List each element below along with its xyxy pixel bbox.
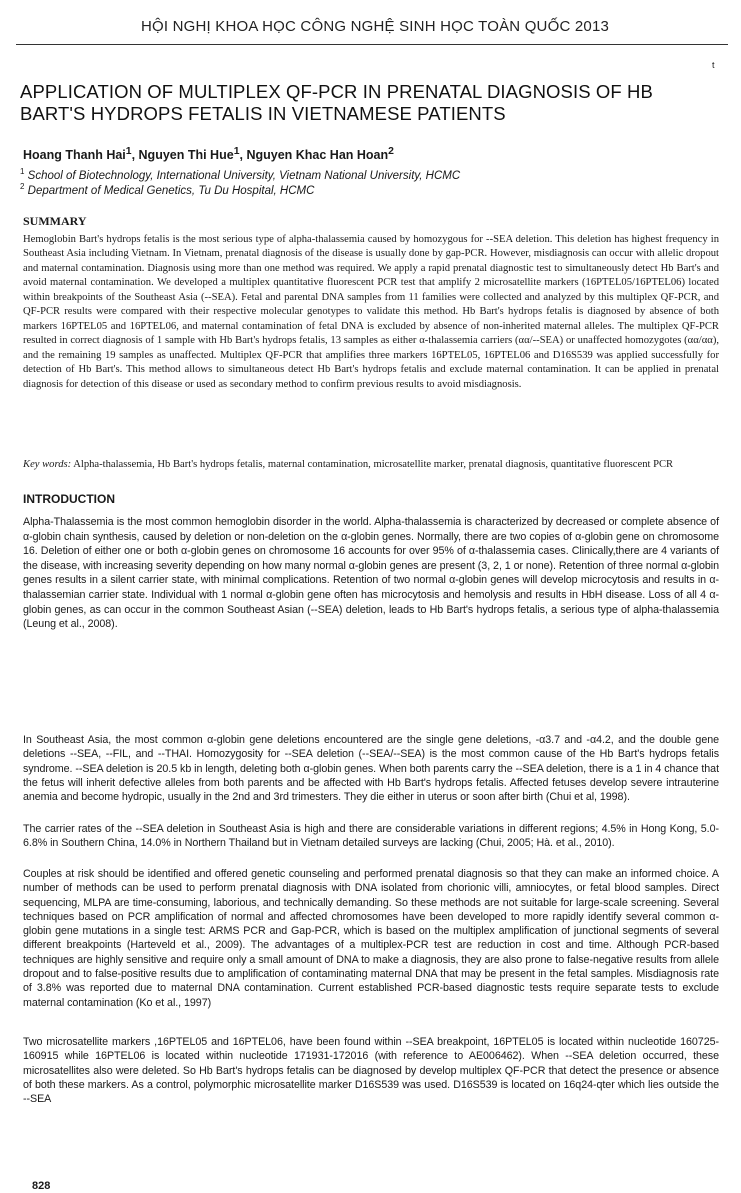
- running-header: HỘI NGHỊ KHOA HỌC CÔNG NGHỆ SINH HỌC TOÀN QUỐC 2013: [140, 18, 610, 35]
- affiliation-text: School of Biotechnology, International University, Vietnam National University, HCMC: [27, 169, 461, 182]
- affiliation-number: 1: [20, 167, 25, 176]
- author-name: Hoang Thanh Hai: [23, 148, 126, 163]
- intro-paragraph-5: Two microsatellite markers ,16PTEL05 and 16PTEL06, have been found within --SEA breakpoint, 16PTEL05 is located within nucleotide 160725-160915 while 16PTEL06 is located within nucleotide 171931-172016 (with reference to AE006462). When --SEA deletion occurred, these microsatellites also were deleted. So Hb Bart's hydrops fetalis can be diagnosed by develop multiplex QF-PCR that detect the presence or absence of both these markers. As a control, polymorphic microsatellite marker D16S539 was used. D16S539 is located on 16q24-qter which lies outside the --SEA: [23, 1036, 719, 1106]
- author-separator: ,: [239, 148, 247, 163]
- summary-body: Hemoglobin Bart's hydrops fetalis is the most serious type of alpha-thalassemia caused by homozygous for --SEA deletion. This deletion has highest frequency in Southeast Asia including Vietnam. In Vietnam, prenatal diagnosis of the disease is usually done by gap-PCR. However, misdiagnosis can occur with allelic dropout and maternal contamination. Diagnosis using more than one method was required. We apply a rapid prenatal diagnostic test to simultaneously detect Hb Bart's and avoid maternal contamination. We developed a multiplex quantitative fluorescent PCR test that amplify 2 microsatellite markers (16PTEL05/16PTEL06) located within breakpoints of the Southeast Asia (--SEA). Fetal and parental DNA samples from 11 families were collected and analyzed by this multiplex QF-PCR, and QF-PCR results were compared with their respective molecular genotypes to validate this method. Hb Bart's hydrops fetalis is diagnosed by absence of both markers 16PTEL05 and 16PTEL06, and maternal contamination of fetal DNA is excluded by absence of non-inherited maternal alleles. The multiplex QF-PCR resulted in correct diagnosis of 1 sample with Hb Bart's hydrops fetalis, 13 samples as either α-thalassemia carriers (αα/--SEA) or unaffected homozygotes (αα/αα), and the remaining 19 samples as unaffected. Multiplex QF-PCR that amplifies three markers 16PTEL05, 16PTEL06 and D16S539 was applied successfully for detection of Hb Bart's. This method allows to simultaneous detect Hb Bart's hydrops fetalis and exclude maternal contamination. It can be applied in prenatal diagnosis for detection of this disease or used as secondary method to confirm previous results to avoid misdiagnosis.: [23, 234, 719, 390]
- affiliation-2: [20, 180, 710, 198]
- affiliation-number: 2: [20, 182, 25, 191]
- author-affiliation-mark: 2: [388, 146, 394, 157]
- author-affiliation-mark: 1: [125, 146, 132, 157]
- summary-heading: SUMMARY: [23, 214, 87, 228]
- header-divider: [16, 44, 728, 45]
- introduction-heading: INTRODUCTION: [23, 492, 115, 506]
- corner-mark: t: [712, 60, 715, 70]
- intro-paragraph-4: Couples at risk should be identified and offered genetic counseling and performed prenatal diagnosis so that they can make an informed choice. A number of methods can be used to perform prenatal diagnosis with DNA isolated from chorionic villi, amniocytes, or fetal blood samples. Direct sequencing, MLPA are time-consuming, laborious, and technically demanding. So these methods are not suitable for large-scale screening. Several techniques based on PCR amplification of normal and affected chromosomes have been developed to more rapidly identify several common α-globin gene mutations in a single test: ARMS PCR and Gap-PCR, which is based on the multiplex amplification of junctional segments of several different breakpoints (Harteveld et al., 2009). The advantages of a multiplex-PCR test are reduction in cost and time. Although PCR-based techniques are highly sensitive and require only a small amount of DNA to make a diagnosis, they are also prone to false-negative results from allele dropout and to false-positive results due to amplification of contaminating maternal DNA that may be present in the fetal samples. Misdiagnosis rate of 3.8% was reported due to maternal DNA contamination. Current established PCR-based diagnostic tests require separate tests to exclude maternal contamination (Ko et al., 1997): [23, 868, 719, 1009]
- intro-paragraph-1: Alpha-Thalassemia is the most common hemoglobin disorder in the world. Alpha-thalassemia is characterized by decreased or complete absence of α-globin chain synthesis, caused by deletion or non-deletion on the α-globin genes. Normally, there are two copies of α-globin gene on chromosome 16. Deletion of either one or both α-globin genes on chromosome 16 accounts for over 95% of α-thalassemia cases. Clinically,there are 4 variants of the disease, with increasing severity depending on how many normal α-globin genes are present (3, 2, 1 or none). Retention of three normal α-globin genes results in a silent carrier state, with minimal complications. Retention of two normal α-globin genes will develop microcytosis and results in α-thalassemian carrier state. Individual with 1 normal α-globin gene often has microcytosis and hemolysis and results in HbH disease. Loss of all 4 α-globin genes, as can occur in the common Southeast Asian (--SEA) deletion, leads to Hb Bart's hydrops fetalis, a serious type of alpha-thalassemia (Leung et al., 2008).: [23, 516, 719, 631]
- author-name: Nguyen Khac Han Hoan: [246, 148, 389, 163]
- page-number: 828: [32, 1180, 51, 1192]
- paper-title: APPLICATION OF MULTIPLEX QF-PCR IN PRENATAL DIAGNOSIS OF HB BART'S HYDROPS FETALIS IN VIETNAMESE PATIENTS: [20, 81, 653, 124]
- author-separator: ,: [131, 148, 139, 163]
- author-affiliation-mark: 1: [233, 146, 240, 157]
- author-name: Nguyen Thi Hue: [138, 148, 234, 163]
- intro-paragraph-2: In Southeast Asia, the most common α-globin gene deletions encountered are the single gene deletions, -α3.7 and -α4.2, and the double gene deletions --SEA, --FIL, and --THAI. Homozygosity for --SEA deletion (--SEA/--SEA) is the most common cause of the Hb Bart's hydrops fetalis syndrome. --SEA deletion is 20.5 kb in length, deleting both α-globin genes. When both parents carry the --SEA deletion, there is a 1 in 4 chance that the fetus will inherit defective alleles from both parents and be affected with Hb Bart's hydrops fetalis. Affected fetuses develop severe intrauterine anemia and become hydropic, usually in the 2nd and 3rd trimesters. They die either in uterus or soon after birth (Chui et al, 1998).: [23, 734, 719, 804]
- keywords-label: Key words:: [23, 459, 72, 470]
- author-list: [23, 146, 394, 162]
- intro-paragraph-3: The carrier rates of the --SEA deletion in Southeast Asia is high and there are considerable variations in different regions; 4.5% in Hong Kong, 5.0-6.8% in Southern China, 14.0% in Northern Thailand but in Vietnam detailed surveys are lacking (Chui, 2005; Hà. et al., 2010).: [23, 823, 719, 850]
- keywords: [23, 458, 719, 473]
- affiliation-text: Department of Medical Genetics, Tu Du Hospital, HCMC: [27, 184, 315, 197]
- keywords-text: Alpha-thalassemia, Hb Bart's hydrops fetalis, maternal contamination, microsatellite marker, prenatal diagnosis, quantitative fluorescent PCR: [71, 459, 674, 470]
